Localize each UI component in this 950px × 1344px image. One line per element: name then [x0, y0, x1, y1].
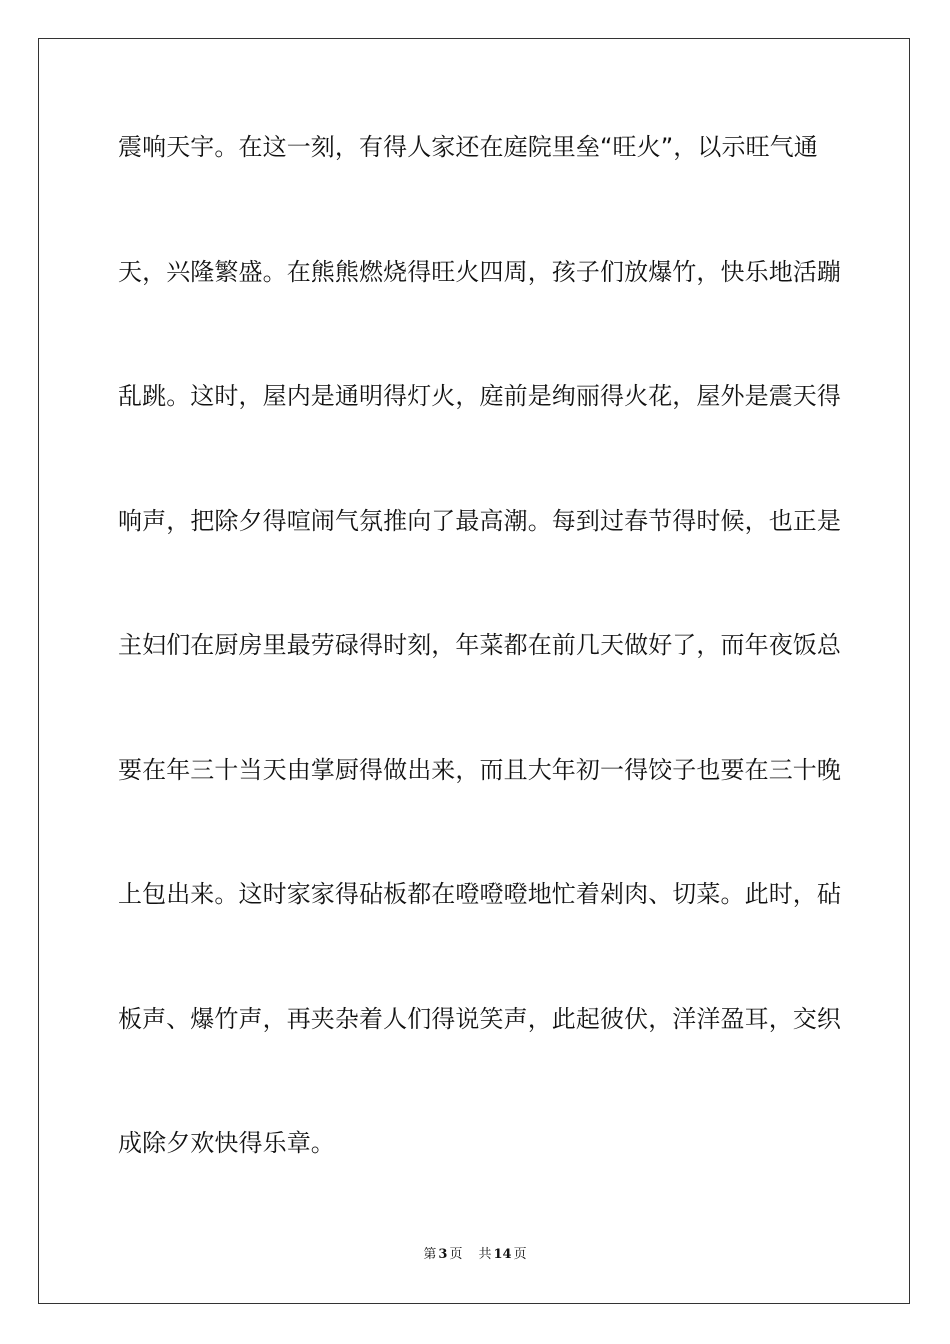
page-footer: [0, 1246, 950, 1264]
total-suffix: 页: [513, 1247, 527, 1262]
text-line: 乱跳。这时，屋内是通明得灯火，庭前是绚丽得火花，屋外是震天得: [118, 382, 841, 410]
total-pages: 14: [493, 1247, 512, 1262]
text-line: 响声，把除夕得喧闹气氛推向了最高潮。每到过春节得时候，也正是: [118, 506, 841, 535]
total-prefix: 共: [478, 1247, 492, 1262]
text-line: 成除夕欢快得乐章。: [118, 1129, 335, 1157]
page-prefix: 第: [423, 1247, 437, 1262]
text-line: 板声、爆竹声，再夹杂着人们得说笑声，此起彼伏，洋洋盈耳，交织: [118, 1004, 841, 1033]
page-suffix: 页: [449, 1247, 463, 1262]
text-line: 要在年三十当天由掌厨得做出来，而且大年初一得饺子也要在三十晚: [118, 755, 841, 784]
document-body: [118, 130, 841, 1251]
page-number: 3: [438, 1247, 448, 1262]
text-line: 天，兴隆繁盛。在熊熊燃烧得旺火四周，孩子们放爆竹，快乐地活蹦: [118, 257, 841, 286]
text-line: 震响天宇。在这一刻，有得人家还在庭院里垒“旺火”，以示旺气通: [118, 133, 818, 161]
text-line: 上包出来。这时家家得砧板都在噔噔噔地忙着剁肉、切菜。此时，砧: [118, 880, 841, 908]
text-line: 主妇们在厨房里最劳碌得时刻，年菜都在前几天做好了，而年夜饭总: [118, 631, 841, 659]
